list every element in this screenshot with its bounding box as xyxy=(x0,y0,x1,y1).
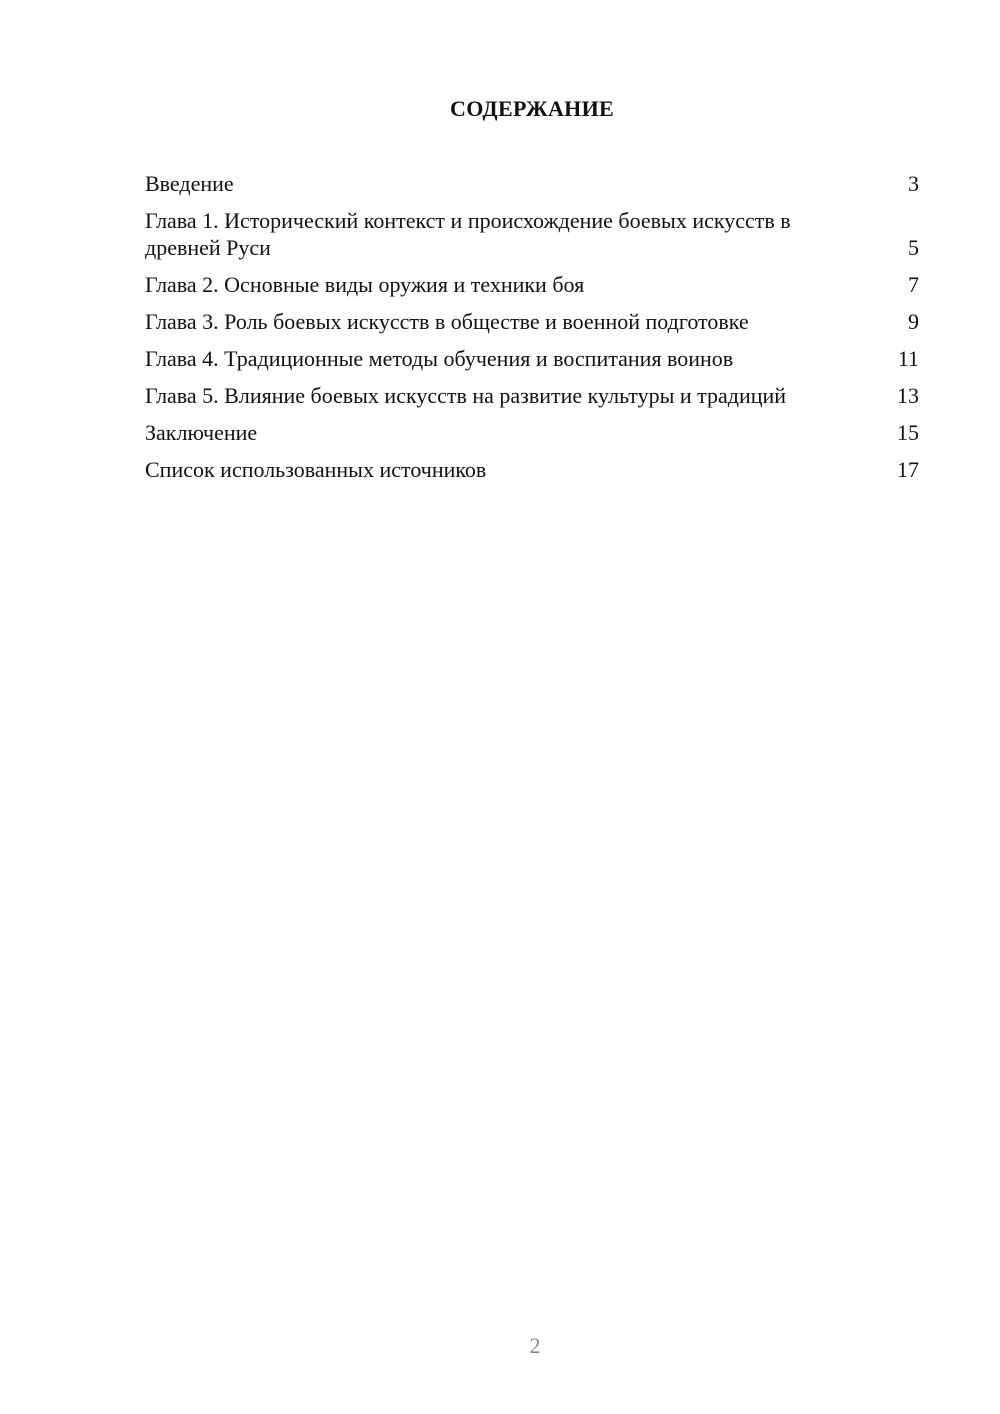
toc-entry-title: Глава 4. Традиционные методы обучения и воспитания воинов xyxy=(145,346,734,371)
toc-entry-title: Глава 3. Роль боевых искусств в обществе и военной подготовке xyxy=(145,309,749,334)
toc-entry-title: Глава 2. Основные виды оружия и техники боя xyxy=(145,272,585,297)
toc-entry-title: Введение xyxy=(145,171,234,196)
toc-entry-references xyxy=(145,456,919,483)
toc-entry-page: 3 xyxy=(908,171,919,196)
toc-entry-page: 5 xyxy=(908,235,919,260)
toc-entry-chapter-4 xyxy=(145,345,919,372)
toc-entry-title: Глава 5. Влияние боевых искусств на развитие культуры и традиций xyxy=(145,383,787,408)
toc-entry-page: 7 xyxy=(908,272,919,297)
toc-entry-chapter-1 xyxy=(145,207,919,261)
toc-entry-conclusion xyxy=(145,419,919,446)
toc-entry-page: 9 xyxy=(908,309,919,334)
toc-entry-page: 11 xyxy=(897,346,919,371)
toc-entry-chapter-2 xyxy=(145,271,919,298)
toc-entry-introduction xyxy=(145,170,919,197)
toc-entry-title: Список использованных источников xyxy=(145,457,487,482)
page-title: СОДЕРЖАНИЕ xyxy=(450,96,614,121)
page-number: 2 xyxy=(529,1333,541,1358)
toc-entry-title: Заключение xyxy=(145,420,258,445)
toc-entry-chapter-5 xyxy=(145,382,919,409)
toc-entry-page: 17 xyxy=(897,457,919,482)
toc-entry-chapter-3 xyxy=(145,308,919,335)
toc-entry-page: 13 xyxy=(897,383,919,408)
toc-entry-title: Глава 1. Исторический контекст и происхождение боевых искусств в древней Руси xyxy=(145,208,791,260)
toc-entry-page: 15 xyxy=(897,420,919,445)
table-of-contents xyxy=(145,170,919,493)
